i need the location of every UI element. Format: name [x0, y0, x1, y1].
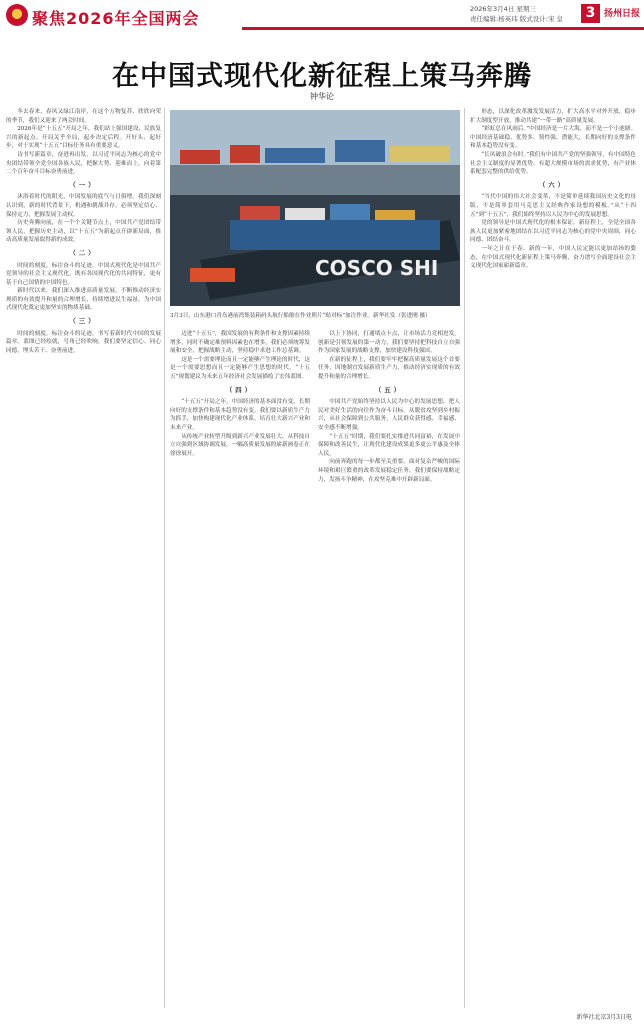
column-1 [6, 108, 161, 1008]
editor-line: 责任编辑:杨英玮 版式设计:宋 皇 [470, 15, 564, 23]
article-title: 在中国式现代化新征程上策马奔腾 [112, 61, 532, 92]
section-heading: （六） [538, 180, 568, 189]
paragraph: 在新的征程上，我们要牢牢把握高质量发展这个首要任务，因地制宜发展新质生产力，推动经济实现质的有效提升和量的合理增长。 [318, 356, 460, 380]
port-photo [170, 110, 460, 306]
section-title: 聚焦2026年全国两会 [32, 9, 200, 28]
paragraph: 形态，以深化改革激发发展活力，扩大高水平对外开放，稳步扩大制度型开放，推动共建“一带一路”高质量发展。 [470, 109, 636, 124]
paragraph: 新时代以来，我们深入推进高质量发展，不断推动经济实现质的有效提升和量的合理增长，持续增进民生福祉，为中国式现代化奠定更加坚实的物质基础。 [6, 288, 161, 312]
ship-hull-text: COSCO SHI [315, 256, 439, 280]
section-heading: （二） [69, 248, 98, 257]
paragraph: 这是一个需要理论而且一定能够产生理论的时代，这是一个需要思想而且一定能够产生思想的时代。“十五五”规划建议为未来五年经济社会发展描绘了宏伟蓝图。 [170, 356, 310, 380]
column-2 [170, 330, 310, 1010]
container-ship-image [170, 110, 460, 306]
column-4 [470, 108, 636, 1008]
article-author: 钟华论 [310, 92, 334, 101]
section-heading: （一） [69, 180, 98, 189]
paragraph: 以上下协同，打通堵点卡点，让市场活力竞相迸发。创新是引领发展的第一动力，我们要坚持把科技自立自强作为国家发展的战略支撑，加快建设科技强国。 [318, 331, 460, 355]
paragraph: 2026年是“十五五”开局之年，我们站上强国建设、民族复兴的新起点。开局关乎全局，起步决定后程。开好头、起好步，对于实现“十五五”目标任务具有重要意义。 [6, 126, 161, 150]
header-rule [242, 27, 644, 30]
paragraph: 党的领导是中国式现代化的根本保证。新征程上，全党全国各族人民更加紧密地团结在以习近平同志为核心的党中央周围，同心同德、团结奋斗。 [470, 220, 636, 244]
paragraph: “长风破浪会有时。”我们有中国共产党的坚强领导，有中国特色社会主义制度的显著优势，有超大规模市场的需求优势，有产业体系配套完整的供给优势。 [470, 151, 636, 176]
paragraph: 诗书写新篇章，奋进再出发。以习近平同志为核心的党中央团结带领全党全国各族人民，把握大势、迎难而上，向着第二个百年奋斗目标奋勇前进。 [6, 151, 161, 176]
dateline-credit: 新华社北京3月3日电 [576, 1014, 632, 1021]
paragraph: 向前奔跑的每一步都至关重要。面对复杂严峻的国际环境和艰巨繁重的改革发展稳定任务，我们要保持战略定力，发扬斗争精神，在攻坚克难中开辟新局面。 [318, 459, 460, 483]
paragraph: 迈进“十五五”，我国发展的有利条件和支撑因素持续增多，同时不确定难预料因素也在增多。我们必须统筹发展和安全，把握战略主动，坚持稳中求进工作总基调。 [170, 331, 310, 355]
paragraph: 中国共产党始终坚持以人民为中心的发展思想，把人民对美好生活的向往作为奋斗目标。从脱贫攻坚到乡村振兴，从社会保障到公共服务，人民群众获得感、幸福感、安全感不断增强。 [318, 399, 460, 431]
date-line: 2026年3月4日 星期三 [470, 5, 536, 13]
paragraph: “当代中国的伟大社会变革，不是简单延续我国历史文化的母版，不是简单套用马克思主义经典作家设想的模板。”从“十四五”到“十五五”，我们始终坚持以人民为中心的发展思想。 [470, 194, 636, 218]
paragraph: “彩虹总在风雨后。”中国经济是一片大海，而不是一个小池塘。中国经济基础稳、优势多、韧性强、潜能大，长期向好的支撑条件和基本趋势没有变。 [470, 126, 636, 150]
paragraph: 冬去春来，春风又绿江南岸，在这个万物复苏、欣欣向荣的季节，我们又迎来了两会时间。 [6, 109, 161, 124]
section-heading: （三） [69, 317, 98, 326]
paragraph: 沐浴着时代的阳光，中国发展的底气与日俱增。我们深刻认识到，新的时代背景下，机遇和挑战并存，必须坚定信心、保持定力，把握发展主动权。 [6, 194, 161, 218]
section-heading: （四） [225, 385, 255, 394]
paragraph: “十五五”开局之年，中国经济的基本面没有变，长期向好的支撑条件和基本趋势没有变。我们要以新质生产力为抓手，加快构建现代化产业体系，培育壮大新兴产业和未来产业。 [170, 399, 310, 431]
masthead [0, 0, 644, 30]
paragraph: 从传统产业转型升级到新兴产业发展壮大，从科技自立自强到区域协调发展，一幅高质量发展的崭新画卷正在徐徐展开。 [170, 433, 310, 457]
issue-meta [470, 4, 563, 24]
party-emblem-icon [6, 4, 28, 26]
column-divider [164, 108, 165, 1008]
section-heading: （五） [374, 385, 404, 394]
paper-logo: 扬州日报 [604, 9, 641, 19]
column-3 [318, 330, 460, 1010]
page-number: 3 [581, 4, 600, 23]
paragraph: 一年之计在于春。新的一年，中国人民定能以更加昂扬的姿态，在中国式现代化新征程上策马奔腾，奋力谱写全面建设社会主义现代化国家崭新篇章。 [470, 245, 636, 270]
paragraph: “十五五”时期，我们要扎实推进共同富裕，在发展中保障和改善民生，让现代化建设成果更多更公平惠及全体人民。 [318, 433, 460, 457]
photo-caption: 3月3日，山东港口青岛港前湾集装箱码头航行船舶在作业照片“贴对标”加注作业。新华社发（张进刚 摄） [170, 313, 431, 319]
paragraph: 时间的刻度，标注奋斗的足迹，书写着新时代中国的发展篇章。蓝图已经绘就，号角已经吹响，我们要坚定信心、同心同德，埋头苦干、奋勇前进。 [6, 330, 161, 354]
column-divider [464, 108, 465, 1008]
paragraph: 历史奔腾向前，在一个个关键节点上，中国共产党团结带领人民，把握历史主动，以“十五五”为新起点开辟新局面，推动高质量发展取得新的成效。 [6, 220, 161, 244]
paragraph: 时间的刻度，标注奋斗的足迹。中国式现代化是中国共产党领导的社会主义现代化，既有各国现代化的共同特征，更有基于自己国情的中国特色。 [6, 262, 161, 286]
